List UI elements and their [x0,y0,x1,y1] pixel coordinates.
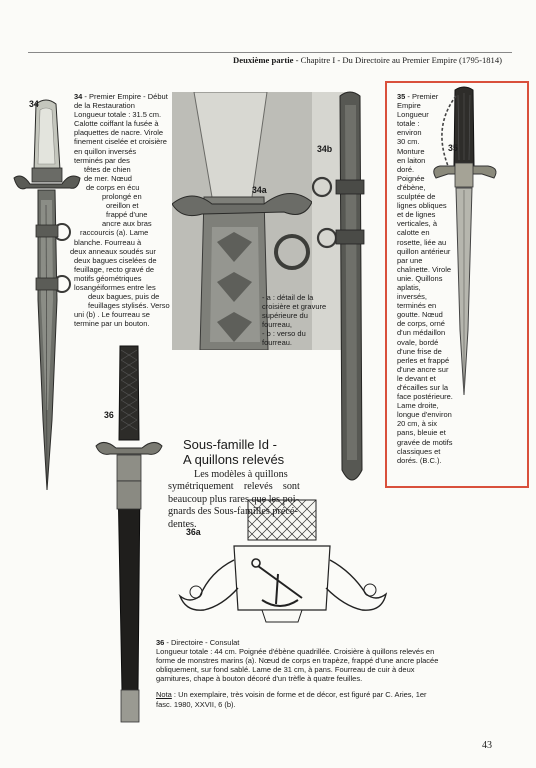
figure-label-36a: 36a [186,527,201,537]
caption-35-line: et de lignes [397,210,436,220]
header-chapter: - Chapitre I - Du Directoire au Premier Empire (1795-1814) [293,55,502,65]
caption-35-line: d'un médaillon [397,328,446,338]
caption-35-line: d'écailles sur la [397,383,449,392]
caption-34-line: feuillages stylisés. Verso [88,301,170,311]
caption-35-line: terminés en [397,301,437,311]
caption-36-line: forme de monstres marins (a). Nœud de corps en trapèze, frappé d'une ancre placée [156,656,439,666]
caption-35-line: sculptée de [397,192,436,202]
caption-34ab-line: fourreau, [262,320,293,330]
caption-34-line: ancre aux bras [102,219,152,229]
caption-35-line: classiques et [397,446,441,456]
section-body-line: gnards des Sous-familles précé- [168,506,298,518]
caption-35-line: verticales, à [397,219,438,229]
caption-34-line: 34 - Premier Empire - Début [74,92,168,101]
caption-35-line: 30 cm. [397,137,420,147]
figure-label-36: 36 [104,410,114,420]
caption-34ab-line: - a : détail de la [262,293,314,302]
caption-35-line: goutte. Nœud [397,310,443,320]
caption-34-line: en quillon inversés [74,146,137,156]
caption-35-line: d'une frise de [397,346,442,356]
caption-36-line: Longueur totale : 44 cm. Poignée d'ébène quadrillée. Croisière à quillons relevés en [156,647,435,657]
caption-34-line: de mer. Nœud [84,173,132,183]
caption-36-note-line: fasc. 1980, XXVII, 6 (b). [156,699,236,709]
caption-36-line: obliquement, sur fond sablé. Lame de 31 cm, à pans. Fourreau de cuir à deux [156,665,415,675]
caption-35-line: face postérieure. [397,392,453,402]
caption-34-line: plaquettes de nacre. Virole [74,128,164,138]
caption-35-line: lignes obliques [397,201,447,211]
caption-35-line: de corps, orné [397,319,445,329]
caption-35-line: aplatis, [397,282,421,292]
caption-34-line: deux bagues, puis de [88,292,160,302]
caption-34-line: deux bagues ciselées de [74,255,157,265]
section-body-line: dentes. [168,518,197,530]
caption-35-line: par une [397,255,423,265]
caption-34-line: prolongé en [102,192,142,202]
caption-34-line: terminés par des [74,155,130,165]
caption-35-line: unie. Quillons [397,273,443,283]
caption-34-line: losangéiformes entre les [74,282,156,292]
caption-35-line: Empire [397,101,421,111]
caption-34-line: blanche. Fourreau à [74,237,142,247]
figure-label-34a: 34a [252,185,267,195]
section-heading [183,437,383,467]
caption-36 [156,638,496,709]
caption-35-line: rosette, liée au [397,237,447,247]
caption-35-line: le devant et [397,373,436,383]
caption-36-note: Nota : Un exemplaire, très voisin de forme et de décor, est figuré par C. Aries, 1er [156,690,427,700]
caption-35-line: d'une ancre sur [397,364,449,374]
caption-35-line: d'ébène, [397,182,426,192]
figure-label-34: 34 [29,99,39,109]
caption-35-line: totale : [397,119,420,129]
caption-35-line: Lame droite, [397,401,439,411]
caption-36-title: 36 - Directoire - Consulat [156,638,240,647]
caption-35-line: environ [397,128,422,138]
header-part: Deuxième partie [233,55,294,65]
caption-34-line: de corps en écu [86,182,140,192]
caption-35-line: chaînette. Virole [397,264,452,274]
caption-34-line: uni (b) . Le fourreau se [74,310,150,320]
caption-35-line: Longueur [397,110,429,120]
caption-34-line: feuillage, recto gravé de [74,264,155,274]
caption-34 [70,92,180,329]
caption-34ab-line: - b : verso du [262,329,306,339]
section-body-line: symétriquement relevés sont [168,481,300,493]
section-body-line: Les modèles à quillons [194,469,288,480]
figure-label-35: 35 [448,143,458,153]
caption-34-line: finement ciselée et croisière [74,137,167,147]
section-body [168,469,382,531]
caption-35-line: 35 - Premier [397,92,439,101]
caption-34-line: oreillon et [106,201,139,211]
caption-35-line: longue d'environ [397,410,452,420]
caption-34ab-line: croisière et gravure [262,302,327,312]
caption-34-line: Calotte coiffant la fusée à [74,119,159,129]
caption-35-line: inversés, [397,292,428,302]
caption-35-line: Monture [397,146,425,156]
caption-35-line: calotte en [397,228,430,238]
caption-36-spacer [156,683,496,690]
caption-35-line: ovale, bordé [397,337,439,347]
section-body-line: beaucoup plus rares que les poi- [168,493,299,505]
caption-34-line: termine par un bouton. [74,319,150,329]
caption-34-line: frappé d'une [106,210,148,220]
caption-35-line: Poignée [397,173,425,183]
caption-34-line: motifs géométriques [74,273,142,283]
figure-label-34b: 34b [317,144,333,154]
caption-35-line: quillon antérieur [397,246,451,256]
caption-34-ab [262,293,342,348]
caption-35-line: 20 cm, à six [397,419,438,429]
caption-36-line: garnitures, chape à bouton décoré d'un trèfle à quatre feuilles. [156,674,363,684]
caption-35-line: en laiton [397,155,426,165]
caption-34-line: deux anneaux soudés sur [70,246,156,256]
section-title-line2: A quillons relevés [183,452,285,467]
caption-34-line: de la Restauration [74,101,135,111]
caption-35-line: pans, bleuie et [397,428,446,438]
page-number: 43 [482,740,492,751]
caption-35 [397,92,481,465]
caption-35-line: perles et frappé [397,355,450,365]
caption-34-line: têtes de chien [84,164,131,174]
caption-34-line: Longueur totale : 31.5 cm. [74,110,162,120]
caption-35-line: doré. [397,164,415,174]
caption-34-line: raccourcis (a). Lame [80,228,149,238]
caption-35-line: dorés. (B.C.). [397,455,442,465]
caption-34ab-line: supérieure du [262,311,308,321]
caption-35-line: gravée de motifs [397,437,453,447]
caption-34ab-line: fourreau. [262,338,293,348]
section-title-line1: Sous-famille Id - [183,437,277,452]
